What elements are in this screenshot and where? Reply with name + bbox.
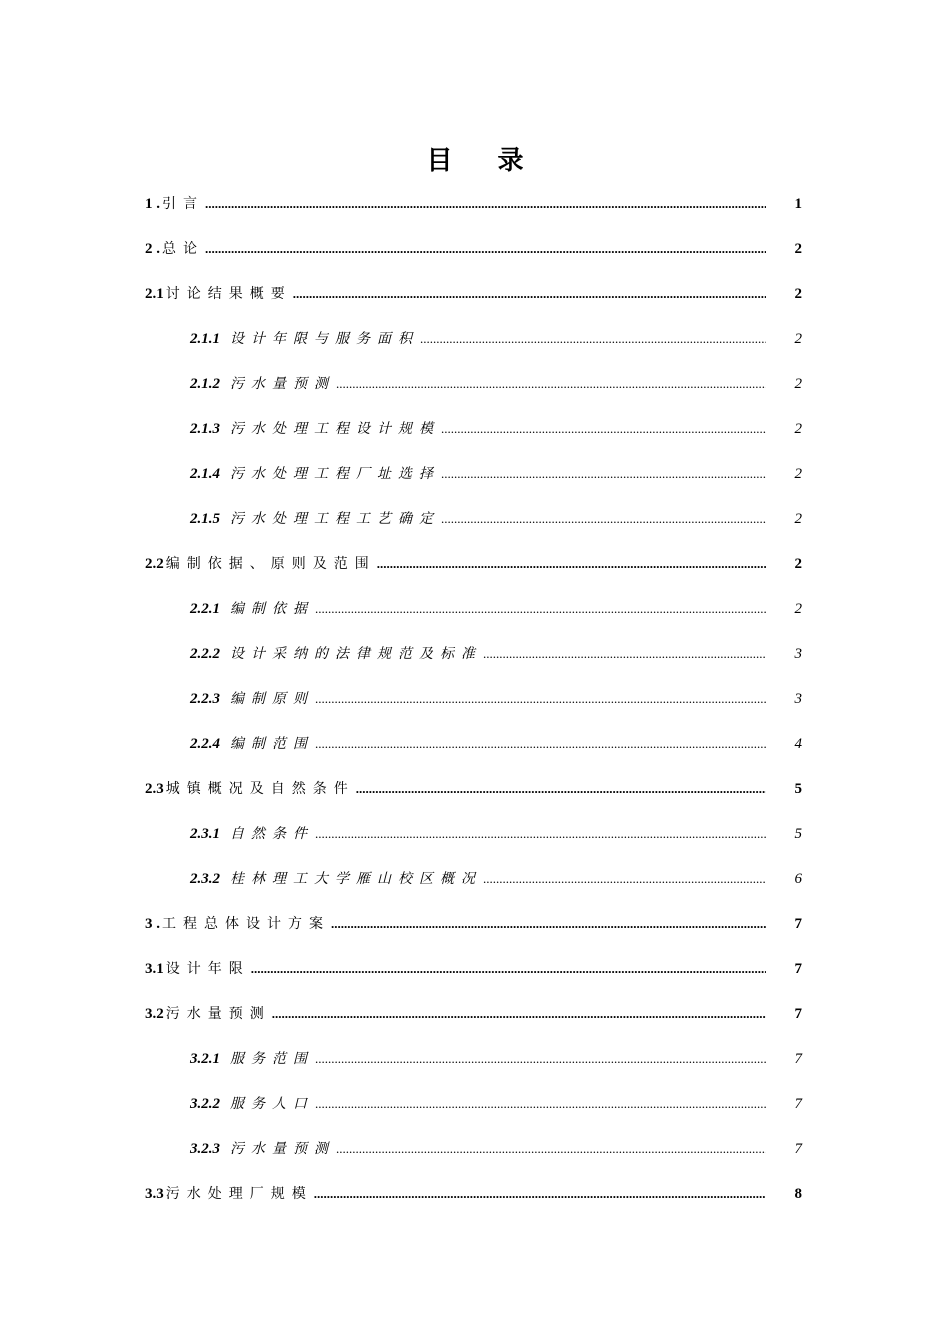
- toc-entry-chapter[interactable]: [145, 766, 802, 811]
- toc-dot-leader: [314, 1184, 766, 1204]
- toc-entry-text: 污水量预测: [230, 1140, 335, 1157]
- toc-entry-text: 编制范围: [230, 735, 314, 752]
- toc-entry-label: [145, 779, 355, 799]
- toc-entry-label: [190, 1139, 335, 1159]
- toc-entry-section[interactable]: [190, 1081, 802, 1126]
- toc-page-number: 7: [794, 915, 802, 932]
- toc-entry-label: [190, 1049, 314, 1069]
- toc-entry-text: 编制原则: [230, 690, 314, 707]
- toc-dot-leader: [315, 734, 766, 754]
- toc-entry-number: 2.1: [145, 285, 164, 302]
- toc-dot-leader: [483, 869, 766, 889]
- toc-entry-text: 设计年限与服务面积: [230, 330, 419, 347]
- toc-entry-number: 2.1.5: [190, 510, 220, 527]
- toc-entry-label: [145, 1184, 313, 1204]
- toc-page-number: 2: [794, 465, 802, 482]
- toc-entry-section[interactable]: [190, 361, 802, 406]
- toc-entry-label: [145, 554, 376, 574]
- toc-dot-leader: [441, 419, 766, 439]
- toc-entry-text: 污水处理工程设计规模: [230, 420, 440, 437]
- toc-entry-section[interactable]: [190, 811, 802, 856]
- toc-entry-number: 2.2.1: [190, 600, 220, 617]
- toc-dot-leader: [205, 194, 766, 214]
- toc-dot-leader: [315, 599, 766, 619]
- toc-dot-leader: [205, 239, 766, 259]
- toc-page-number: 2: [794, 375, 802, 392]
- toc-dot-leader: [293, 284, 766, 304]
- toc-entry-label: [190, 374, 335, 394]
- toc-entry-label: [190, 464, 440, 484]
- toc-dot-leader: [272, 1004, 766, 1024]
- toc-entry-chapter[interactable]: [145, 901, 802, 946]
- toc-entry-section[interactable]: [190, 856, 802, 901]
- toc-entry-number: 3.2: [145, 1005, 164, 1022]
- toc-entry-section[interactable]: [190, 1036, 802, 1081]
- toc-entry-label: [190, 329, 419, 349]
- toc-entry-section[interactable]: [190, 586, 802, 631]
- toc-entry-section[interactable]: [190, 1126, 802, 1171]
- toc-entry-number: 3.2.3: [190, 1140, 220, 1157]
- toc-page-number: 7: [794, 960, 802, 977]
- toc-entry-label: [145, 239, 204, 259]
- toc-entry-chapter[interactable]: [145, 991, 802, 1036]
- toc-dot-leader: [315, 824, 766, 844]
- toc-page-number: 5: [794, 825, 802, 842]
- toc-entry-number: 1 .: [145, 195, 160, 212]
- toc-entry-chapter[interactable]: [145, 1171, 802, 1216]
- toc-entry-chapter[interactable]: [145, 541, 802, 586]
- toc-entry-text: 污水处理工程工艺确定: [230, 510, 440, 527]
- toc-entry-number: 2.2: [145, 555, 164, 572]
- toc-page-number: 2: [794, 285, 802, 302]
- toc-dot-leader: [356, 779, 766, 799]
- toc-entry-label: [190, 1094, 314, 1114]
- toc-page-number: 2: [794, 330, 802, 347]
- toc-entry-section[interactable]: [190, 496, 802, 541]
- toc-entry-label: [145, 194, 204, 214]
- toc-entry-number: 2.1.3: [190, 420, 220, 437]
- toc-entry-label: [190, 824, 314, 844]
- toc-entry-text: 引言: [162, 195, 204, 212]
- toc-entry-number: 2.2.3: [190, 690, 220, 707]
- toc-entry-label: [145, 959, 250, 979]
- toc-dot-leader: [331, 914, 766, 934]
- toc-entry-label: [190, 689, 314, 709]
- toc-dot-leader: [315, 1049, 766, 1069]
- toc-entry-label: [190, 869, 482, 889]
- toc-entry-text: 编制依据、原则及范围: [165, 555, 376, 572]
- toc-title: 目 录: [426, 146, 542, 176]
- toc-entry-section[interactable]: [190, 676, 802, 721]
- toc-entry-label: [190, 419, 440, 439]
- toc-entry-chapter[interactable]: [145, 226, 802, 271]
- toc-entry-label: [145, 914, 330, 934]
- toc-dot-leader: [441, 464, 766, 484]
- toc-page-number: 5: [794, 780, 802, 797]
- toc-dot-leader: [251, 959, 766, 979]
- toc-page-number: 3: [794, 645, 802, 662]
- toc-entry-number: 3 .: [145, 915, 160, 932]
- toc-page-number: 2: [794, 555, 802, 572]
- toc-entry-text: 污水处理工程厂址选择: [230, 465, 440, 482]
- toc-entry-text: 服务范围: [230, 1050, 314, 1067]
- toc-dot-leader: [420, 329, 766, 349]
- toc-entry-chapter[interactable]: [145, 946, 802, 991]
- toc-page-number: 7: [794, 1050, 802, 1067]
- toc-entry-section[interactable]: [190, 451, 802, 496]
- toc-entry-number: 2.1.1: [190, 330, 220, 347]
- toc-entry-number: 2.1.2: [190, 375, 220, 392]
- toc-entry-number: 2.3.1: [190, 825, 220, 842]
- toc-entry-text: 工程总体设计方案: [162, 915, 330, 932]
- toc-page-number: 7: [794, 1005, 802, 1022]
- toc-entry-label: [145, 1004, 271, 1024]
- toc-page-number: 3: [794, 690, 802, 707]
- toc-dot-leader: [336, 1139, 766, 1159]
- toc-entry-label: [145, 284, 292, 304]
- toc-page-number: 6: [794, 870, 802, 887]
- toc-entry-text: 城镇概况及自然条件: [165, 780, 355, 797]
- toc-entry-number: 2.2.2: [190, 645, 220, 662]
- toc-entry-chapter[interactable]: [145, 181, 802, 226]
- toc-dot-leader: [315, 1094, 766, 1114]
- toc-entry-text: 自然条件: [230, 825, 314, 842]
- toc-page-number: 8: [794, 1185, 802, 1202]
- toc-entry-number: 3.2.2: [190, 1095, 220, 1112]
- toc-entry-label: [190, 644, 482, 664]
- toc-entry-text: 服务人口: [230, 1095, 314, 1112]
- toc-entry-chapter[interactable]: [145, 271, 802, 316]
- toc-entry-text: 污水处理厂规模: [165, 1185, 313, 1202]
- toc-page-number: 7: [794, 1095, 802, 1112]
- toc-entry-number: 2.3: [145, 780, 164, 797]
- toc-page-number: 2: [794, 510, 802, 527]
- toc-entry-text: 讨论结果概要: [165, 285, 292, 302]
- toc-entry-label: [190, 599, 314, 619]
- toc-entry-number: 2 .: [145, 240, 160, 257]
- toc-entry-text: 污水量预测: [165, 1005, 271, 1022]
- toc-dot-leader: [441, 509, 766, 529]
- toc-entry-text: 编制依据: [230, 600, 314, 617]
- toc-entry-section[interactable]: [190, 631, 802, 676]
- toc-entry-label: [190, 509, 440, 529]
- toc-entry-section[interactable]: [190, 721, 802, 766]
- toc-entry-number: 3.3: [145, 1185, 164, 1202]
- toc-entry-number: 3.1: [145, 960, 164, 977]
- toc-page-number: 2: [794, 420, 802, 437]
- toc-page-number: 2: [794, 240, 802, 257]
- toc-dot-leader: [336, 374, 766, 394]
- toc-page-number: 2: [794, 600, 802, 617]
- toc-entry-text: 设计采纳的法律规范及标准: [230, 645, 482, 662]
- toc-entry-text: 总论: [162, 240, 204, 257]
- toc-page-number: 1: [794, 195, 802, 212]
- toc-entry-number: 2.2.4: [190, 735, 220, 752]
- toc-entry-number: 2.1.4: [190, 465, 220, 482]
- toc-entry-label: [190, 734, 314, 754]
- toc-entry-number: 3.2.1: [190, 1050, 220, 1067]
- toc-entry-number: 2.3.2: [190, 870, 220, 887]
- toc-entry-text: 设计年限: [165, 960, 250, 977]
- toc-dot-leader: [483, 644, 766, 664]
- toc-entry-section[interactable]: [190, 406, 802, 451]
- toc-page-number: 7: [794, 1140, 802, 1157]
- toc-dot-leader: [315, 689, 766, 709]
- toc-dot-leader: [377, 554, 766, 574]
- toc-entry-section[interactable]: [190, 316, 802, 361]
- toc-page-number: 4: [794, 735, 802, 752]
- toc-entry-text: 污水量预测: [230, 375, 335, 392]
- toc-entry-text: 桂林理工大学雁山校区概况: [230, 870, 482, 887]
